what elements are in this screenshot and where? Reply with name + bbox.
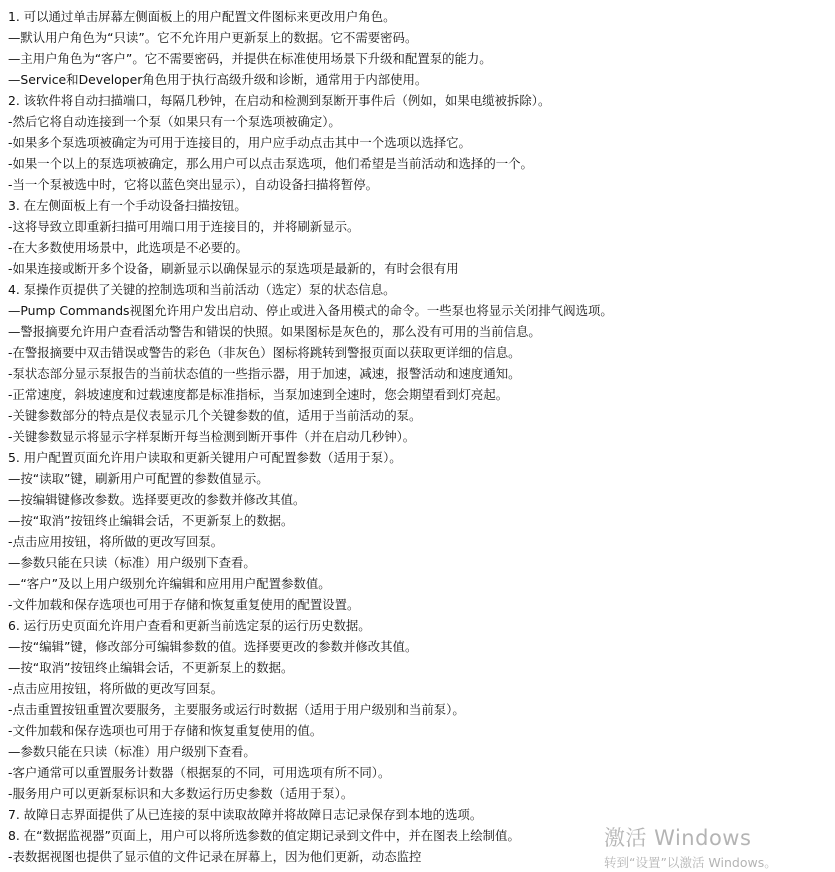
text-line: —Pump Commands视图允许用户发出启动、停止或进入备用模式的命令。一些泵也将显示关闭排气阀选项。 xyxy=(8,303,613,318)
text-line: -如果一个以上的泵选项被确定，那么用户可以点击泵选项，他们希望是当前活动和选择的一个。 xyxy=(8,156,533,171)
text-line: -关键参数部分的特点是仪表显示几个关键参数的值，适用于当前活动的泵。 xyxy=(8,408,422,423)
text-line: —主用户角色为“客户”。它不需要密码，并提供在标准使用场景下升级和配置泵的能力。 xyxy=(8,51,492,66)
text-line: —按编辑键修改参数。选择要更改的参数并修改其值。 xyxy=(8,492,306,507)
watermark-title: 激活 Windows xyxy=(604,826,752,850)
text-line: —警报摘要允许用户查看活动警告和错误的快照。如果图标是灰色的，那么没有可用的当前信息。 xyxy=(8,324,541,339)
text-line: -泵状态部分显示泵报告的当前状态值的一些指示器，用于加速，减速，报警活动和速度通知。 xyxy=(8,366,521,381)
text-line: —Service和Developer角色用于执行高级升级和诊断，通常用于内部使用。 xyxy=(8,72,428,87)
text-line: -文件加载和保存选项也可用于存储和恢复重复使用的值。 xyxy=(8,723,323,738)
text-line: 5. 用户配置页面允许用户读取和更新关键用户可配置参数（适用于泵）。 xyxy=(8,450,402,465)
text-line: -当一个泵被选中时，它将以蓝色突出显示），自动设备扫描将暂停。 xyxy=(8,177,378,192)
text-line: —“客户”及以上用户级别允许编辑和应用用户配置参数值。 xyxy=(8,576,331,591)
text-line: —参数只能在只读（标准）用户级别下查看。 xyxy=(8,555,256,570)
text-line: -点击应用按钮，将所做的更改写回泵。 xyxy=(8,681,224,696)
text-line: —按“读取”键，刷新用户可配置的参数值显示。 xyxy=(8,471,269,486)
text-line: -表数据视图也提供了显示值的文件记录在屏幕上，因为他们更新，动态监控 xyxy=(8,849,422,864)
text-line: -然后它将自动连接到一个泵（如果只有一个泵选项被确定）。 xyxy=(8,114,341,129)
text-line: -如果连接或断开多个设备，刷新显示以确保显示的泵选项是最新的，有时会很有用 xyxy=(8,261,459,276)
text-line: —默认用户角色为“只读”。它不允许用户更新泵上的数据。它不需要密码。 xyxy=(8,30,418,45)
watermark-subtitle: 转到“设置”以激活 Windows。 xyxy=(604,855,777,870)
text-line: 8. 在“数据监视器”页面上，用户可以将所选参数的值定期记录到文件中，并在图表上绘制值。 xyxy=(8,828,520,843)
text-line: -点击重置按钮重置次要服务，主要服务或运行时数据（适用于用户级别和当前泵）。 xyxy=(8,702,465,717)
text-line: —参数只能在只读（标准）用户级别下查看。 xyxy=(8,744,256,759)
text-line: 1. 可以通过单击屏幕左侧面板上的用户配置文件图标来更改用户角色。 xyxy=(8,9,396,24)
text-line: —按“取消”按钮终止编辑会话，不更新泵上的数据。 xyxy=(8,513,294,528)
text-line: -客户通常可以重置服务计数器（根据泵的不同，可用选项有所不同）。 xyxy=(8,765,391,780)
text-line: 3. 在左侧面板上有一个手动设备扫描按钮。 xyxy=(8,198,247,213)
text-line: 4. 泵操作页提供了关键的控制选项和当前活动（选定）泵的状态信息。 xyxy=(8,282,396,297)
text-line: -在警报摘要中双击错误或警告的彩色（非灰色）图标将跳转到警报页面以获取更详细的信息。 xyxy=(8,345,521,360)
text-line: —按“编辑”键，修改部分可编辑参数的值。选择要更改的参数并修改其值。 xyxy=(8,639,418,654)
text-line: -在大多数使用场景中，此选项是不必要的。 xyxy=(8,240,248,255)
text-line: -文件加载和保存选项也可用于存储和恢复重复使用的配置设置。 xyxy=(8,597,360,612)
text-line: -如果多个泵选项被确定为可用于连接目的，用户应手动点击其中一个选项以选择它。 xyxy=(8,135,471,150)
text-line: —按“取消”按钮终止编辑会话，不更新泵上的数据。 xyxy=(8,660,294,675)
text-line: -这将导致立即重新扫描可用端口用于连接目的，并将刷新显示。 xyxy=(8,219,360,234)
text-line: 7. 故障日志界面提供了从已连接的泵中读取故障并将故障日志记录保存到本地的选项。 xyxy=(8,807,483,822)
text-line: -点击应用按钮，将所做的更改写回泵。 xyxy=(8,534,224,549)
text-line: -关键参数显示将显示字样泵断开每当检测到断开事件（并在启动几秒钟）。 xyxy=(8,429,416,444)
text-line: -正常速度，斜坡速度和过载速度都是标准指标，当泵加速到全速时，您会期望看到灯亮起。 xyxy=(8,387,509,402)
text-line: -服务用户可以更新泵标识和大多数运行历史参数（适用于泵）。 xyxy=(8,786,354,801)
text-line: 6. 运行历史页面允许用户查看和更新当前选定泵的运行历史数据。 xyxy=(8,618,371,633)
document-body xyxy=(8,6,828,867)
text-line: 2. 该软件将自动扫描端口，每隔几秒钟，在启动和检测到泵断开事件后（例如，如果电缆被拆除）。 xyxy=(8,93,551,108)
